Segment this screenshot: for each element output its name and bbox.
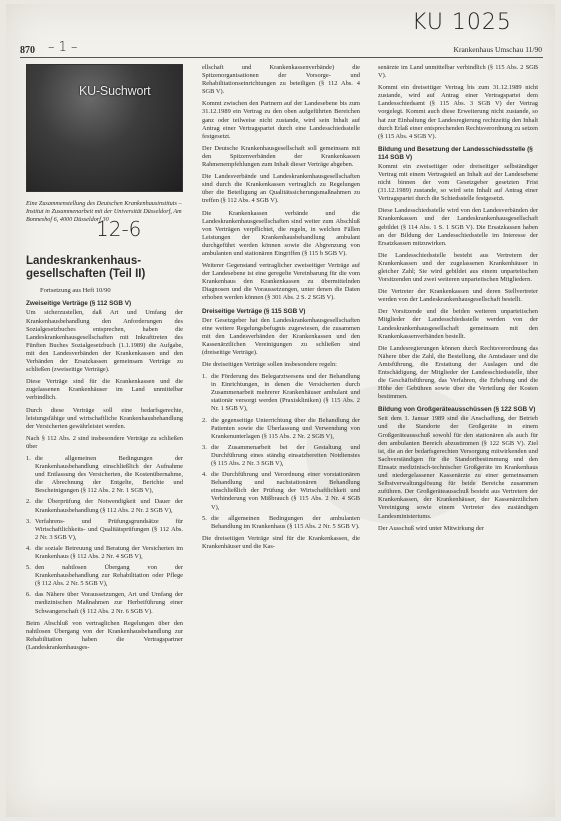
- paragraph: Kommt ein dreiseitiger Vertrag bis zum 31.12.1989 nicht zustande, wird auf Antrag einer Vertragspartei dem Landesschiedsamt (§ 115 Abs. 3 SGB V) der Vertrag vorgelegt. Kommt auch diese Erweiterung nicht zustande, so hat zur Einhaltung der Landesregierung rechtzeitig den Inhalt durch Erlaß einer entsprechenden Rechtsverordnung zu setzen (§ 115 Abs. 4 SGB V).: [378, 84, 538, 140]
- list-item: 1. die allgemeinen Bedingungen der Krankenhausbehandlung einschließlich der Aufnahme und Entlassung des Versicherten, die Kostenübernahme, die Abrechnung der Entgelte, Berichte und Bescheinigungen (§ 112 Abs. 2 Nr. 1 SGB V),: [26, 454, 183, 495]
- paragraph: Der Vorsitzende und die beiden weiteren unparteiischen Mitglieder der Landesschiedsstelle werden von der Landeskrankenhausgesellschaft gemeinsam mit den Krankenkassenverbänden bestellt.: [378, 308, 538, 340]
- list-item: 2. die Überprüfung der Notwendigkeit und Dauer der Krankenhausbehandlung (§ 112 Abs. 2 Nr. 2 SGB V),: [26, 498, 183, 514]
- paragraph: Der Gesetzgeber hat den Landeskrankenhausgesellschaften eine weitere Regelungsbefugnis zugewiesen, die zusammen mit den Landesverbänden der Krankenkassen und den Kassenärztlichen Vereinigungen zu schließen sind (dreiseitige Verträge).: [202, 316, 360, 356]
- paragraph: Nach § 112 Abs. 2 sind insbesondere Verträge zu schließen über: [26, 434, 183, 450]
- handwritten-page-mark: – 1 –: [48, 40, 78, 55]
- list-item: 5. den nahtlosen Übergang von der Krankenhausbehandlung zur Rehabilitation oder Pflege (§ 112 Abs. 2 Nr. 5 SGB V),: [26, 564, 183, 588]
- paragraph: Durch diese Verträge soll eine bedarfsgerechte, leistungsfähige und wirtschaftliche Krankenhausbehandlung der Versicherten gewährleistet werden.: [26, 406, 183, 430]
- numbered-list: [202, 373, 360, 531]
- handwritten-box: [26, 217, 183, 253]
- paragraph: Um sicherzustellen, daß Art und Umfang der Krankenhausbehandlung den Anforderungen des Sozialgesetzbuches entsprechen, haben die Landeskrankenhausgesellschaften mit Inkrafttreten des Fünften Buches Sozialgesetzbuch (1.1.1989) die Aufgabe, mit den Landesverbänden der Krankenkassen und den Verbänden der Ersatzkassen gemeinsam Verträge zu schließen (zweiseitige Verträge).: [26, 309, 183, 374]
- list-item: 4. die Durchführung und Verordnung einer vorstationären Behandlung und nachstationären Behandlung einschließlich der Prüfung der Wirtschaftlichkeit und Verhinderung von Mißbrauch (§ 115 Abs. 2 Nr. 4 SGB V),: [202, 471, 360, 511]
- paragraph: Die Landesschiedsstelle besteht aus Vertretern der Krankenkassen und der zugelassenen Krankenhäuser in gleicher Zahl; Sie wird gebildet aus einem unparteiischen Vorsitzenden und zwei weiteren unparteiischen Mitgliedern.: [378, 251, 538, 284]
- paragraph: Die Landesverbände und Landeskrankenhausgesellschaften sind durch die Krankenkassen vertraglich zu Regelungen über die Beteiligung an Qualitätssicherungsmaßnahmen zu treffen (§ 112 Abs. 4 SGB V).: [202, 173, 360, 205]
- subheading-grossgeraete: Bildung von Großgeräteausschüssen (§ 122 SGB V): [378, 406, 536, 414]
- list-item: 3. Verfahrens- und Prüfungsgrundsätze für Wirtschaftlichkeits- und Qualitätsprüfungen (§ 112 Abs. 2 Nr. 3 SGB V),: [26, 517, 183, 541]
- list-item: 3. die Zusammenarbeit bei der Gestaltung und Durchführung eines ständig einsatzbereiten Notdienstes (§ 115 Abs. 2 Nr. 3 SGB V),: [202, 443, 360, 468]
- keyword-banner: [26, 64, 183, 192]
- paragraph: Die Krankenkassen verbände und die Landeskrankenhausgesellschaften sind weiter zum Abschluß von Verträgen verpflichtet, die regeln, in welchen Fällen Leistungen der Krankenhausbehandlung ambulant durchgeführt werden können sowie die Abgrenzung von ambulanten und stationären Eingriffen (§ 115 b SGB V).: [202, 209, 360, 257]
- paragraph: Der Ausschuß wird unter Mitwirkung der: [378, 524, 484, 532]
- numbered-list: [26, 455, 183, 616]
- column-1: [26, 64, 183, 656]
- list-item: 1. die Förderung des Belegarztwesens und der Behandlung in Einrichtungen, in denen die Versicherten durch Zusammenarbeit mehrerer Krankenhäuser ambulant und stationär versorgt werden (Praxiskliniken) (§ 115 Abs. 2 Nr. 1 SGB V),: [202, 373, 360, 413]
- continuation-note: Fortsetzung aus Heft 10/90: [40, 287, 111, 295]
- paragraph: Der Deutsche Krankenhausgesellschaft soll gemeinsam mit den Spitzenverbänden der Krankenkassen Rahmenempfehlungen zum Inhalt dieser Verträge abgeben.: [202, 144, 360, 169]
- paragraph: Beim Abschluß von vertraglichen Regelungen über den nahtlosen Übergang von der Krankenhausbehandlung zur Rehabilitation haben die Vertragspartner (Landeskrankenhausges-: [26, 619, 183, 651]
- paragraph: Die dreiseitigen Verträge sollen insbesondere regeln:: [202, 361, 337, 368]
- paragraph: Diese Landesschiedsstelle wird von den Landesverbänden der Krankenkassen und der Landeskrankenhausgesellschaft gebildet (§ 114 Abs. 1 S. 1 SGB V). Die Ersatzkassen haben an der Bildung der Landesschiedsstelle im Interesse der Ersatzkassen mitzuwirken.: [378, 207, 538, 247]
- paragraph: Die Landesregierungen können durch Rechtsverordnung das Nähere über die Zahl, die Bestellung, die Amtsdauer und die Amtsführung, die Erstattung der Auslagen und die Entschädigung, der Mitglieder der Landesschiedsstelle, über die Geschäftsführung, das Verfahren, die Erhebung und die Höhe der Gebühren sowie über die Verteilung der Kosten bestimmen.: [378, 344, 538, 401]
- list-item: 2. die gegenseitige Unterrichtung über die Behandlung der Patienten sowie die Überlassung und Verwendung von Krankenunterlagen (§ 115 Abs. 2 Nr. 2 SGB V),: [202, 416, 360, 440]
- paragraph: senärzte im Land unmittelbar verbindlich (§ 115 Abs. 2 SGB V).: [378, 64, 538, 80]
- subheading-zweiseitige: Zweiseitige Verträge (§ 112 SGB V): [26, 300, 132, 308]
- column-2: [202, 64, 360, 555]
- handwritten-number: 12-6: [96, 217, 142, 242]
- paragraph: ellschaft und Krankenkassenverbände) die Spitzenorganisationen der Vorsorge- und Rehabilitationseinrichtungen zu beteiligen (§ 112 Abs. 4 SGB V).: [202, 64, 360, 96]
- paragraph: Diese Verträge sind für die Krankenkassen und die zugelassenen Krankenhäuser im Land unmittelbar verbindlich.: [26, 378, 183, 402]
- paragraph: Weiterer Gegenstand vertraglicher zweiseitiger Verträge auf der Landesebene ist eine geregelte Vereinbarung für die vom Krankenhaus den Krankenkassen zu übermittelnden Diagnosen und die Voraussetzungen, unter denen die Daten erhoben werden können (§ 301 Abs. 2 S. 2 SGB V).: [202, 262, 360, 302]
- handwritten-top-note: KU 1025: [412, 10, 512, 35]
- subheading-schiedsstelle: Bildung und Besetzung der Landesschiedsstelle (§ 114 SGB V): [378, 145, 533, 161]
- list-item: 4. die soziale Betreuung und Beratung der Versicherten im Krankenhaus (§ 112 Abs. 2 Nr. 4 SGB V),: [26, 544, 183, 561]
- page-number: 870: [20, 45, 35, 56]
- banner-title: KU-Suchwort: [79, 84, 151, 98]
- paragraph: Kommt ein zweiseitiger oder dreiseitiger selbständiger Vertrag mit einem Vertragsteil an Inhalt auf der Landesebene nicht binnen der vom Gesetzgeber gesetzten Frist (31.12.1989) zustande, so wird sein Inhalt auf Antrag einer Vertragspartei durch die Schiedsstelle festgesetzt.: [378, 162, 538, 203]
- subheading-dreiseitige: Dreiseitige Verträge (§ 115 SGB V): [202, 307, 306, 315]
- intro-text: Eine Zusammenstellung des Deutschen Krankenhausinstituts – Institut in Zusammenarbeit mit der Universität Düsseldorf, Am Bonneshof 6, 4000 Düsseldorf 30: [26, 200, 182, 223]
- paragraph: Seit dem 1. Januar 1989 sind die Anschaffung, der Betrieb und die Standorte der Großgeräte in einem Großgeräteausschuß sowohl für den stationären als auch für den ambulanten Bereich abzustimmen (§ 122 SGB V). Ziel ist, die an der bedarfsgerechten Versorgung mitwirkenden und Sachverständigen für die Standortbestimmung und den Einsatz medizinisch-technischer Großgeräte im Krankenhaus und niedergelassener Kassenärzte zu einer gemeinsamen Selbstverwaltungslösung für beide Bereiche zusammen zuführen. Der Großgeräteausschuß besteht aus Vertretern der Krankenkassen, der Krankenhäuser, der Kassenärztlichen Vereinigung sowie einem Vertreter des zuständigen Landesministeriums.: [378, 415, 538, 520]
- list-item: 6. das Nähere über Voraussetzungen, Art und Umfang der medizinischen Maßnahmen zur Herbeiführung einer Schwangerschaft (§ 112 Abs. 2 Nr. 6 SGB V).: [26, 591, 183, 615]
- section-title: Landeskrankenhaus-gesellschaften (Teil II): [26, 255, 146, 281]
- paragraph: Die dreiseitigen Verträge sind für die Krankenkassen, die Krankenhäuser und die Kas-: [202, 534, 360, 550]
- paragraph: Die Vertreter der Krankenkassen und deren Stellvertreter werden von der Landeskrankenhausgesellschaft bestellt.: [378, 288, 538, 304]
- document-page: [6, 4, 555, 817]
- running-head: Krankenhaus Umschau 11/90: [453, 45, 542, 54]
- paragraph: Kommt zwischen den Partnern auf der Landesebene bis zum 31.12.1989 ein Vertrag zu den oben aufgeführten Bereichen ganz oder teilweise nicht zustande, wird sein Inhalt auf Antrag einer Vertragspartei durch eine Landesschiedsstelle festgesetzt.: [202, 100, 360, 140]
- column-3: [378, 64, 538, 537]
- header-rule: [20, 57, 543, 58]
- list-item: 5. die allgemeinen Bedingungen der ambulanten Behandlung im Krankenhaus (§ 115 Abs. 2 Nr. 5 SGB V).: [202, 514, 360, 530]
